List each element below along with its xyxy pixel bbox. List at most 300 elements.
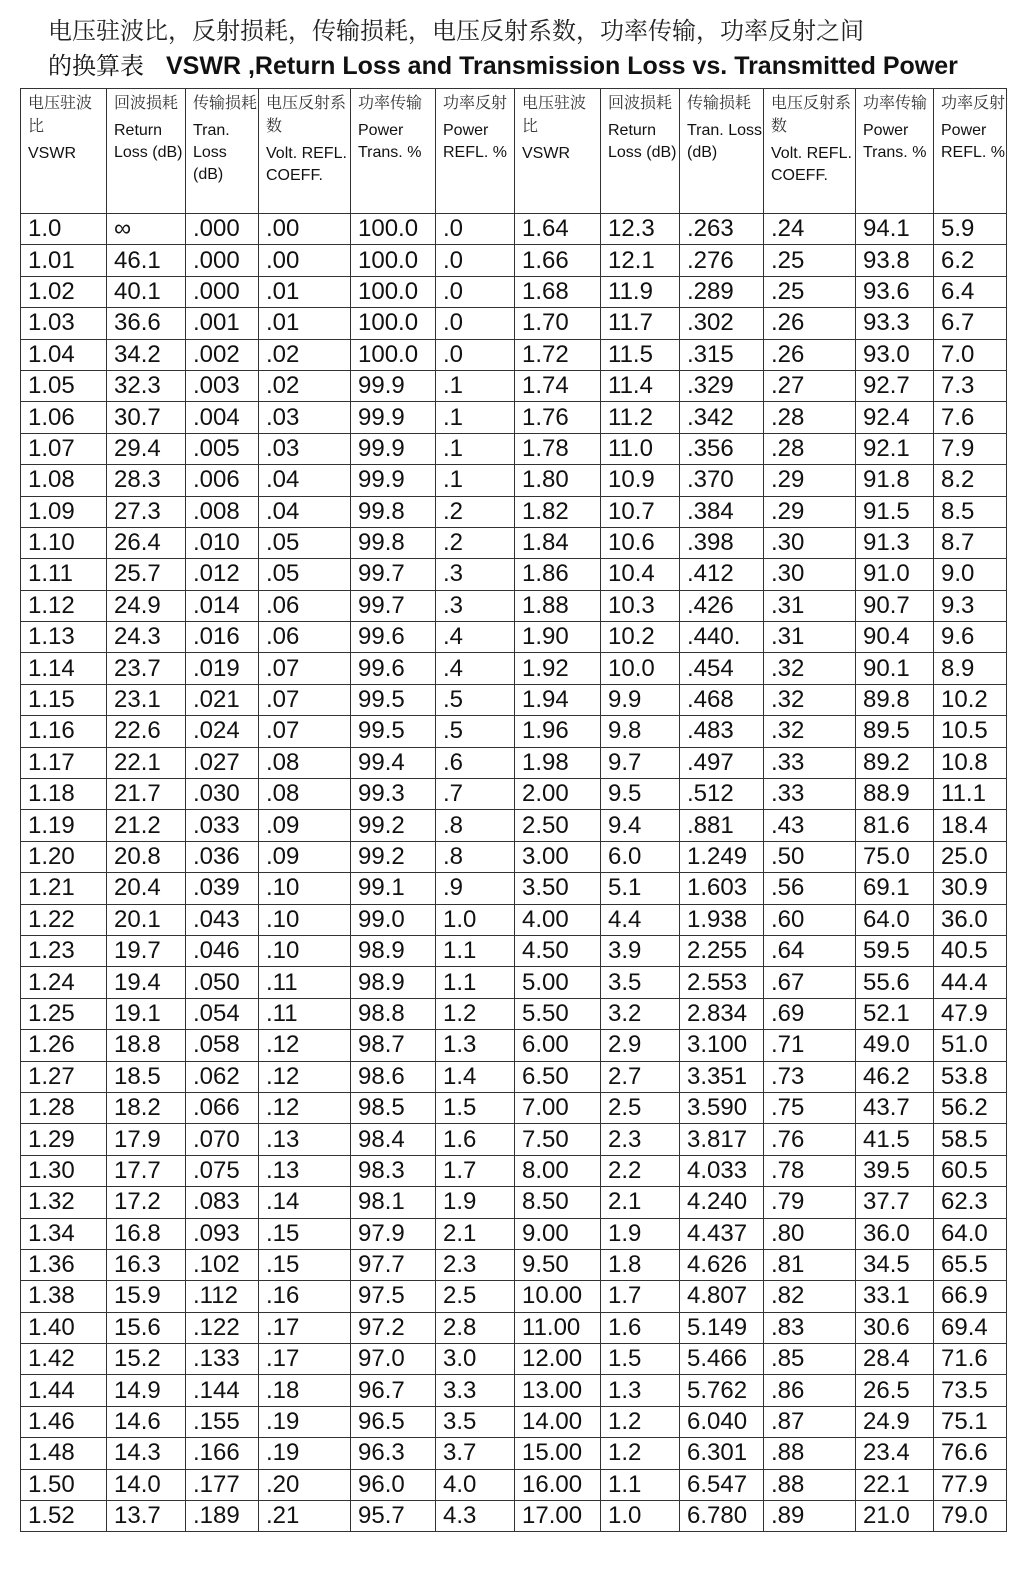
table-cell: 7.6	[934, 402, 1007, 433]
title-suffix-chinese: 的换算表	[48, 52, 144, 80]
title-english: VSWR ,Return Loss and Transmission Loss vs. Transmitted Power	[166, 52, 958, 80]
table-cell: 1.70	[515, 308, 601, 339]
table-cell: 6.301	[680, 1438, 764, 1469]
table-row	[21, 810, 1007, 841]
table-cell: 1.36	[21, 1249, 107, 1280]
table-row	[21, 841, 1007, 872]
table-row	[21, 1281, 1007, 1312]
table-row	[21, 402, 1007, 433]
table-cell: .10	[259, 904, 351, 935]
table-cell: 3.100	[680, 1030, 764, 1061]
table-row	[21, 1218, 1007, 1249]
table-cell: 8.00	[515, 1155, 601, 1186]
table-cell: 6.00	[515, 1030, 601, 1061]
table-cell: .10	[259, 935, 351, 966]
table-cell: 8.50	[515, 1187, 601, 1218]
table-cell: 17.9	[107, 1124, 186, 1155]
table-cell: .19	[259, 1406, 351, 1437]
table-cell: 11.9	[601, 276, 680, 307]
table-cell: .426	[680, 590, 764, 621]
table-cell: 93.6	[856, 276, 934, 307]
table-cell: 89.5	[856, 716, 934, 747]
table-cell: 1.06	[21, 402, 107, 433]
column-header-english: Return Loss (dB)	[608, 122, 677, 161]
table-cell: 1.16	[21, 716, 107, 747]
column-header-english: VSWR	[522, 145, 570, 162]
table-cell: .370	[680, 465, 764, 496]
table-cell: 18.5	[107, 1061, 186, 1092]
table-cell: .881	[680, 810, 764, 841]
table-cell: 1.22	[21, 904, 107, 935]
table-cell: 23.4	[856, 1438, 934, 1469]
table-cell: 99.0	[351, 904, 436, 935]
table-cell: 92.4	[856, 402, 934, 433]
table-cell: 22.1	[107, 747, 186, 778]
table-cell: 24.3	[107, 622, 186, 653]
table-cell: 8.5	[934, 496, 1007, 527]
table-cell: .69	[764, 998, 856, 1029]
table-cell: 6.0	[601, 841, 680, 872]
table-cell: .10	[259, 873, 351, 904]
table-cell: 10.4	[601, 559, 680, 590]
column-header-chinese: 功率反射	[941, 93, 1006, 112]
table-cell: 11.7	[601, 308, 680, 339]
table-cell: .80	[764, 1218, 856, 1249]
table-cell: 89.2	[856, 747, 934, 778]
table-cell: .7	[436, 779, 515, 810]
table-cell: 18.8	[107, 1030, 186, 1061]
table-cell: 1.14	[21, 653, 107, 684]
table-cell: .05	[259, 527, 351, 558]
table-cell: .6	[436, 747, 515, 778]
table-row	[21, 370, 1007, 401]
table-cell: 17.7	[107, 1155, 186, 1186]
table-cell: 93.0	[856, 339, 934, 370]
table-cell: 97.2	[351, 1312, 436, 1343]
table-cell: 9.00	[515, 1218, 601, 1249]
table-cell: 2.5	[601, 1092, 680, 1123]
table-cell: 99.9	[351, 433, 436, 464]
table-cell: 25.0	[934, 841, 1007, 872]
table-cell: 69.4	[934, 1312, 1007, 1343]
table-cell: 30.6	[856, 1312, 934, 1343]
table-cell: 1.9	[436, 1187, 515, 1218]
table-row	[21, 1406, 1007, 1437]
table-cell: .008	[186, 496, 259, 527]
table-cell: .60	[764, 904, 856, 935]
table-cell: 1.29	[21, 1124, 107, 1155]
table-header-row	[21, 89, 1007, 214]
table-cell: 59.5	[856, 935, 934, 966]
table-cell: 5.9	[934, 214, 1007, 245]
table-cell: 3.351	[680, 1061, 764, 1092]
table-cell: 1.03	[21, 308, 107, 339]
table-cell: 21.0	[856, 1501, 934, 1532]
table-cell: 14.6	[107, 1406, 186, 1437]
table-cell: .05	[259, 559, 351, 590]
document-title	[48, 14, 1018, 84]
table-cell: .88	[764, 1469, 856, 1500]
table-cell: .13	[259, 1155, 351, 1186]
table-row	[21, 1124, 1007, 1155]
table-cell: 5.466	[680, 1344, 764, 1375]
table-cell: 1.34	[21, 1218, 107, 1249]
table-row	[21, 527, 1007, 558]
table-cell: 3.5	[436, 1406, 515, 1437]
table-cell: .043	[186, 904, 259, 935]
table-cell: 69.1	[856, 873, 934, 904]
table-cell: 1.84	[515, 527, 601, 558]
table-cell: .19	[259, 1438, 351, 1469]
table-cell: .33	[764, 779, 856, 810]
table-cell: 71.6	[934, 1344, 1007, 1375]
table-cell: 100.0	[351, 214, 436, 245]
table-cell: 96.0	[351, 1469, 436, 1500]
table-cell: 97.7	[351, 1249, 436, 1280]
table-cell: 10.2	[601, 622, 680, 653]
table-cell: 100.0	[351, 308, 436, 339]
table-cell: .384	[680, 496, 764, 527]
table-cell: 1.938	[680, 904, 764, 935]
table-cell: 4.0	[436, 1469, 515, 1500]
table-cell: .17	[259, 1312, 351, 1343]
table-cell: 89.8	[856, 684, 934, 715]
table-cell: .73	[764, 1061, 856, 1092]
column-header	[601, 89, 680, 214]
table-cell: 5.762	[680, 1375, 764, 1406]
table-cell: 73.5	[934, 1375, 1007, 1406]
table-cell: 90.1	[856, 653, 934, 684]
table-cell: 27.3	[107, 496, 186, 527]
table-cell: 91.5	[856, 496, 934, 527]
table-cell: .342	[680, 402, 764, 433]
table-cell: .058	[186, 1030, 259, 1061]
table-cell: 76.6	[934, 1438, 1007, 1469]
table-cell: 19.1	[107, 998, 186, 1029]
table-cell: .07	[259, 653, 351, 684]
table-cell: .454	[680, 653, 764, 684]
table-cell: .302	[680, 308, 764, 339]
table-cell: .166	[186, 1438, 259, 1469]
table-cell: 93.3	[856, 308, 934, 339]
table-cell: 90.7	[856, 590, 934, 621]
table-row	[21, 339, 1007, 370]
table-cell: 3.3	[436, 1375, 515, 1406]
table-cell: 2.3	[436, 1249, 515, 1280]
table-cell: 1.44	[21, 1375, 107, 1406]
table-cell: .08	[259, 779, 351, 810]
table-cell: 1.2	[601, 1406, 680, 1437]
table-cell: .000	[186, 276, 259, 307]
table-cell: 7.0	[934, 339, 1007, 370]
table-cell: .039	[186, 873, 259, 904]
table-cell: .17	[259, 1344, 351, 1375]
table-cell: .102	[186, 1249, 259, 1280]
table-cell: 55.6	[856, 967, 934, 998]
table-row	[21, 1375, 1007, 1406]
table-cell: .144	[186, 1375, 259, 1406]
table-cell: 7.3	[934, 370, 1007, 401]
table-cell: 99.5	[351, 684, 436, 715]
table-cell: 98.3	[351, 1155, 436, 1186]
table-cell: 1.42	[21, 1344, 107, 1375]
table-cell: 16.8	[107, 1218, 186, 1249]
table-cell: .1	[436, 433, 515, 464]
table-cell: 81.6	[856, 810, 934, 841]
table-cell: 100.0	[351, 276, 436, 307]
table-cell: .0	[436, 245, 515, 276]
table-cell: 2.834	[680, 998, 764, 1029]
table-cell: 1.15	[21, 684, 107, 715]
column-header	[21, 89, 107, 214]
table-cell: 1.2	[601, 1438, 680, 1469]
column-header-english: Tran. Loss (dB)	[193, 122, 230, 183]
table-cell: 1.26	[21, 1030, 107, 1061]
table-cell: .02	[259, 370, 351, 401]
table-cell: .356	[680, 433, 764, 464]
table-cell: 21.2	[107, 810, 186, 841]
table-cell: .27	[764, 370, 856, 401]
table-row	[21, 1187, 1007, 1218]
column-header-chinese: 电压驻波比	[28, 93, 93, 135]
table-cell: .000	[186, 214, 259, 245]
table-cell: 99.2	[351, 810, 436, 841]
table-cell: 4.437	[680, 1218, 764, 1249]
table-cell: 1.4	[436, 1061, 515, 1092]
table-cell: 2.7	[601, 1061, 680, 1092]
column-header	[351, 89, 436, 214]
table-row	[21, 1501, 1007, 1532]
table-cell: .440.	[680, 622, 764, 653]
table-cell: 6.7	[934, 308, 1007, 339]
table-cell: .468	[680, 684, 764, 715]
table-cell: .32	[764, 684, 856, 715]
table-cell: 1.50	[21, 1469, 107, 1500]
table-row	[21, 653, 1007, 684]
table-cell: 14.3	[107, 1438, 186, 1469]
table-cell: 1.64	[515, 214, 601, 245]
table-cell: 1.94	[515, 684, 601, 715]
table-cell: .5	[436, 684, 515, 715]
table-cell: .005	[186, 433, 259, 464]
table-cell: 2.3	[601, 1124, 680, 1155]
table-row	[21, 967, 1007, 998]
table-cell: 65.5	[934, 1249, 1007, 1280]
table-cell: 10.00	[515, 1281, 601, 1312]
table-cell: .09	[259, 841, 351, 872]
table-cell: .08	[259, 747, 351, 778]
table-cell: .26	[764, 339, 856, 370]
table-cell: 8.9	[934, 653, 1007, 684]
table-cell: 12.1	[601, 245, 680, 276]
table-cell: 14.9	[107, 1375, 186, 1406]
table-cell: 1.2	[436, 998, 515, 1029]
table-cell: 9.8	[601, 716, 680, 747]
table-cell: .497	[680, 747, 764, 778]
table-cell: 1.38	[21, 1281, 107, 1312]
table-cell: 52.1	[856, 998, 934, 1029]
table-cell: 7.50	[515, 1124, 601, 1155]
table-cell: .000	[186, 245, 259, 276]
table-cell: .07	[259, 716, 351, 747]
table-cell: 4.033	[680, 1155, 764, 1186]
table-cell: 1.02	[21, 276, 107, 307]
table-cell: .016	[186, 622, 259, 653]
table-cell: 40.5	[934, 935, 1007, 966]
table-cell: 47.9	[934, 998, 1007, 1029]
table-cell: .1	[436, 402, 515, 433]
table-row	[21, 1030, 1007, 1061]
table-row	[21, 559, 1007, 590]
table-cell: 6.2	[934, 245, 1007, 276]
table-cell: 1.98	[515, 747, 601, 778]
table-cell: .155	[186, 1406, 259, 1437]
table-cell: 4.50	[515, 935, 601, 966]
table-cell: 99.9	[351, 402, 436, 433]
table-cell: 99.2	[351, 841, 436, 872]
table-cell: .13	[259, 1124, 351, 1155]
table-cell: 44.4	[934, 967, 1007, 998]
table-cell: 39.5	[856, 1155, 934, 1186]
table-cell: 32.3	[107, 370, 186, 401]
table-cell: .329	[680, 370, 764, 401]
table-cell: 1.92	[515, 653, 601, 684]
table-cell: 6.4	[934, 276, 1007, 307]
table-cell: .012	[186, 559, 259, 590]
table-cell: .075	[186, 1155, 259, 1186]
table-cell: 1.01	[21, 245, 107, 276]
table-cell: 9.5	[601, 779, 680, 810]
table-cell: 13.7	[107, 1501, 186, 1532]
table-cell: 99.9	[351, 465, 436, 496]
table-cell: .30	[764, 559, 856, 590]
table-cell: 6.040	[680, 1406, 764, 1437]
table-cell: .01	[259, 276, 351, 307]
table-cell: 1.76	[515, 402, 601, 433]
table-cell: .24	[764, 214, 856, 245]
table-cell: 14.00	[515, 1406, 601, 1437]
table-cell: 1.28	[21, 1092, 107, 1123]
table-cell: 1.66	[515, 245, 601, 276]
table-cell: 4.4	[601, 904, 680, 935]
table-cell: 3.00	[515, 841, 601, 872]
table-cell: .189	[186, 1501, 259, 1532]
table-cell: 91.3	[856, 527, 934, 558]
table-cell: 1.68	[515, 276, 601, 307]
column-header	[856, 89, 934, 214]
table-cell: .2	[436, 527, 515, 558]
table-cell: 26.4	[107, 527, 186, 558]
table-cell: .11	[259, 998, 351, 1029]
table-cell: 11.5	[601, 339, 680, 370]
column-header-english: Power Trans. %	[358, 122, 422, 161]
table-row	[21, 747, 1007, 778]
column-header	[934, 89, 1007, 214]
table-cell: .12	[259, 1092, 351, 1123]
table-cell: 1.5	[601, 1344, 680, 1375]
table-cell: 11.4	[601, 370, 680, 401]
table-cell: 1.7	[436, 1155, 515, 1186]
table-cell: 2.1	[601, 1187, 680, 1218]
table-cell: 9.7	[601, 747, 680, 778]
table-cell: 40.1	[107, 276, 186, 307]
column-header-english: Tran. Loss (dB)	[687, 122, 762, 161]
table-cell: 3.0	[436, 1344, 515, 1375]
table-cell: .43	[764, 810, 856, 841]
table-row	[21, 1092, 1007, 1123]
table-cell: 97.0	[351, 1344, 436, 1375]
table-cell: 1.05	[21, 370, 107, 401]
column-header-english: Volt. REFL. COEFF.	[771, 145, 852, 184]
table-cell: 1.12	[21, 590, 107, 621]
column-header-chinese: 传输损耗	[193, 93, 258, 112]
table-cell: 56.2	[934, 1092, 1007, 1123]
table-row	[21, 779, 1007, 810]
table-cell: 1.82	[515, 496, 601, 527]
table-cell: 1.86	[515, 559, 601, 590]
column-header-chinese: 回波损耗	[114, 93, 179, 112]
table-cell: .75	[764, 1092, 856, 1123]
column-header	[436, 89, 515, 214]
table-cell: 10.5	[934, 716, 1007, 747]
table-cell: 10.8	[934, 747, 1007, 778]
table-cell: 1.3	[601, 1375, 680, 1406]
title-line-chinese: 电压驻波比，反射损耗，传输损耗，电压反射系数，功率传输，功率反射之间	[48, 17, 864, 45]
table-cell: 1.1	[601, 1469, 680, 1500]
table-cell: 4.3	[436, 1501, 515, 1532]
table-cell: 98.6	[351, 1061, 436, 1092]
table-cell: .263	[680, 214, 764, 245]
table-cell: 92.1	[856, 433, 934, 464]
table-cell: .78	[764, 1155, 856, 1186]
table-cell: 10.2	[934, 684, 1007, 715]
table-cell: .16	[259, 1281, 351, 1312]
table-cell: .89	[764, 1501, 856, 1532]
table-cell: .15	[259, 1249, 351, 1280]
table-cell: 4.240	[680, 1187, 764, 1218]
table-row	[21, 433, 1007, 464]
table-cell: 17.2	[107, 1187, 186, 1218]
table-cell: 7.9	[934, 433, 1007, 464]
table-cell: 1.90	[515, 622, 601, 653]
table-cell: 64.0	[934, 1218, 1007, 1249]
column-header-english: Return Loss (dB)	[114, 122, 183, 161]
table-cell: 99.4	[351, 747, 436, 778]
table-cell: 21.7	[107, 779, 186, 810]
table-cell: .083	[186, 1187, 259, 1218]
table-cell: 99.8	[351, 527, 436, 558]
table-row	[21, 1344, 1007, 1375]
table-cell: 75.1	[934, 1406, 1007, 1437]
table-cell: 9.6	[934, 622, 1007, 653]
column-header-chinese: 电压驻波比	[522, 93, 587, 135]
column-header	[764, 89, 856, 214]
table-cell: .0	[436, 308, 515, 339]
table-cell: 88.9	[856, 779, 934, 810]
table-cell: .3	[436, 559, 515, 590]
table-cell: .25	[764, 245, 856, 276]
table-cell: 1.603	[680, 873, 764, 904]
table-cell: ∞	[107, 214, 186, 245]
table-cell: .79	[764, 1187, 856, 1218]
table-cell: .066	[186, 1092, 259, 1123]
table-cell: 15.2	[107, 1344, 186, 1375]
column-header-chinese: 功率传输	[358, 93, 423, 112]
table-cell: .019	[186, 653, 259, 684]
table-cell: .398	[680, 527, 764, 558]
table-cell: .054	[186, 998, 259, 1029]
table-cell: .30	[764, 527, 856, 558]
